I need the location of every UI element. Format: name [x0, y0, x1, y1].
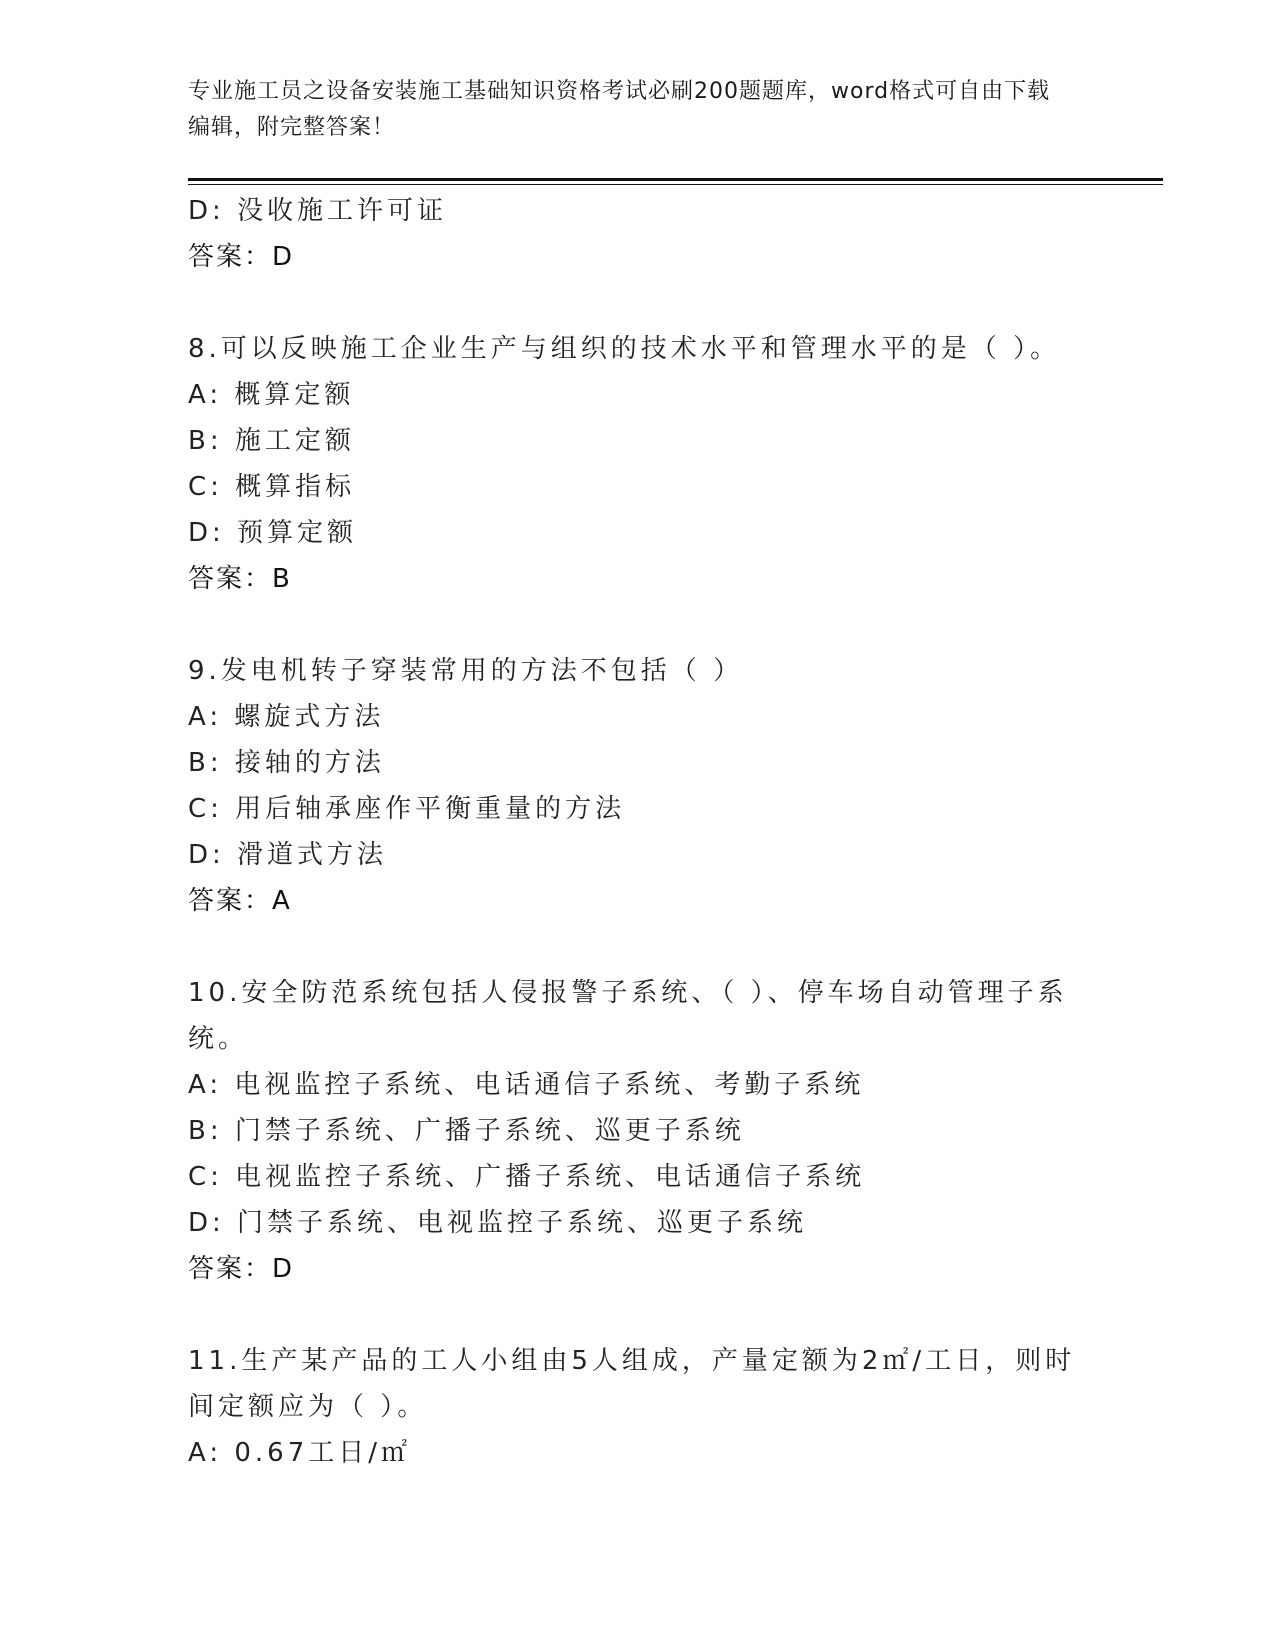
header-rule-thin — [188, 184, 1163, 185]
question-list — [188, 188, 1088, 1476]
option-d: D: 没收施工许可证 — [188, 196, 448, 226]
option-d: D: 滑道式方法 — [188, 840, 388, 870]
option-c: C: 电视监控子系统、广播子系统、电话通信子系统 — [188, 1162, 866, 1192]
option-b: B: 门禁子系统、广播子系统、巡更子系统 — [188, 1116, 745, 1146]
option-d: D: 预算定额 — [188, 518, 358, 548]
question-block — [188, 326, 1088, 602]
option-b: B: 接轴的方法 — [188, 748, 385, 778]
question-block — [188, 648, 1088, 924]
answer-line: 答案：D — [188, 242, 295, 272]
document-header: 专业施工员之设备安装施工基础知识资格考试必刷200题题库，word格式可自由下载编辑，附完整答案！ — [188, 79, 1051, 140]
question-stem: 11.生产某产品的工人小组由5人组成，产量定额为2㎡/工日，则时间定额应为（ ）。 — [188, 1346, 1076, 1422]
question-block — [188, 1338, 1088, 1476]
question-block — [188, 188, 1088, 280]
option-c: C: 概算指标 — [188, 472, 356, 502]
question-stem: 10.安全防范系统包括人侵报警子系统、（ ）、停车场自动管理子系统。 — [188, 978, 1068, 1054]
question-stem: 8.可以反映施工企业生产与组织的技术水平和管理水平的是（ ）。 — [188, 334, 1061, 364]
question-block — [188, 970, 1088, 1292]
option-c: C: 用后轴承座作平衡重量的方法 — [188, 794, 626, 824]
option-b: B: 施工定额 — [188, 426, 355, 456]
header-rule-thick — [188, 178, 1163, 181]
option-a: A: 概算定额 — [188, 380, 355, 410]
option-d: D: 门禁子系统、电视监控子系统、巡更子系统 — [188, 1208, 808, 1238]
question-stem: 9.发电机转子穿装常用的方法不包括（ ） — [188, 656, 744, 686]
answer-line: 答案：B — [188, 564, 292, 594]
option-a: A: 0.67工日/㎡ — [188, 1438, 412, 1468]
answer-line: 答案：A — [188, 886, 292, 916]
answer-line: 答案：D — [188, 1254, 295, 1284]
option-a: A: 电视监控子系统、电话通信子系统、考勤子系统 — [188, 1070, 865, 1100]
option-a: A: 螺旋式方法 — [188, 702, 385, 732]
